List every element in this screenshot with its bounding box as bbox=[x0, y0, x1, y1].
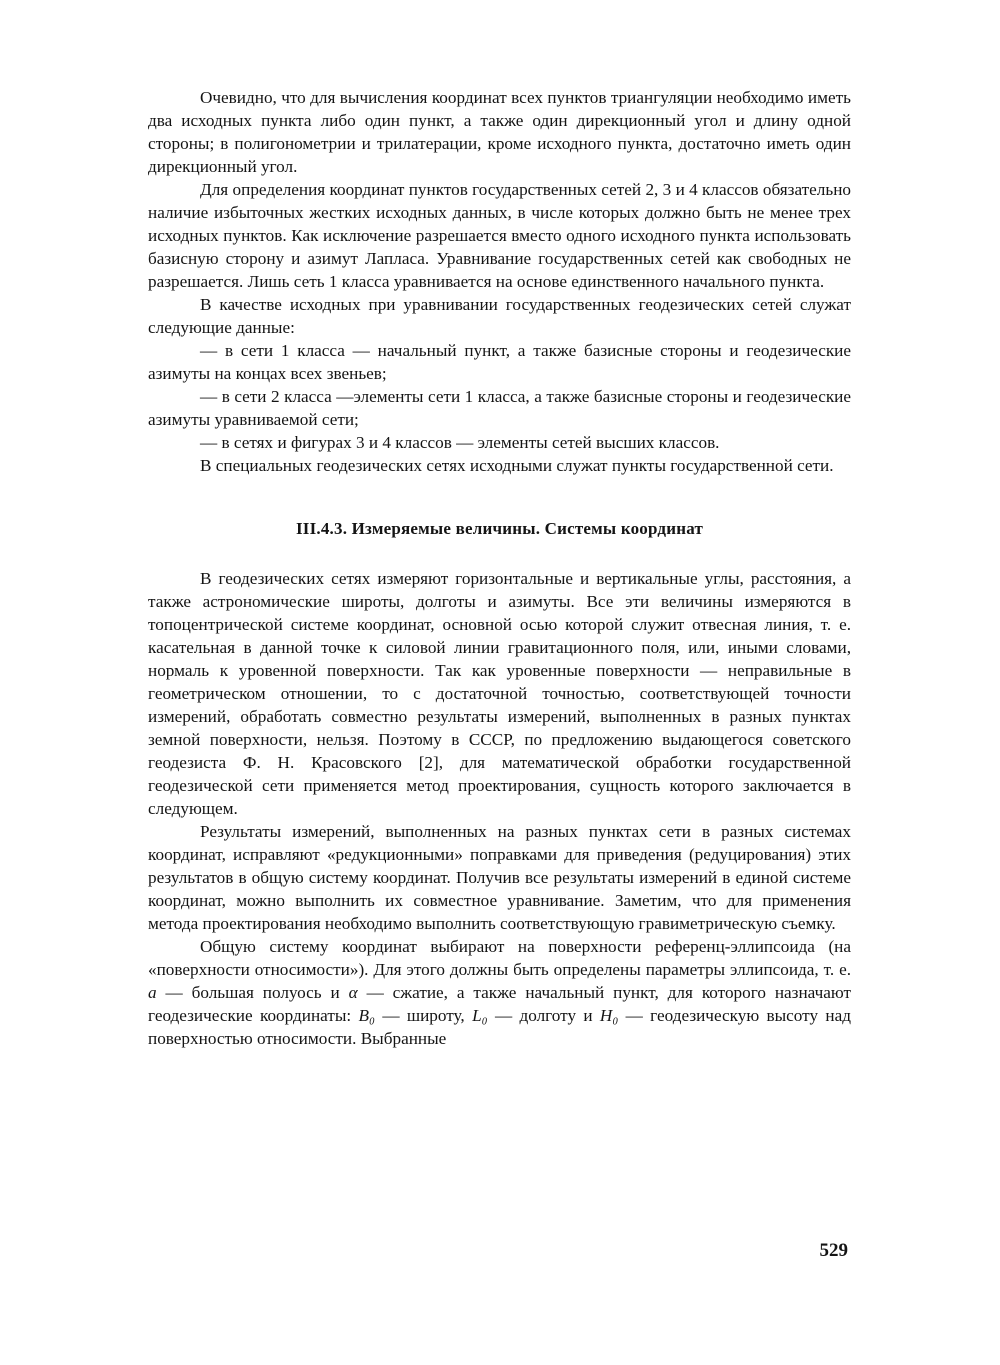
paragraph: Результаты измерений, выполненных на разных пунктах сети в разных системах координат, исправляют «редукционными» поправками для приведения (редуцирования) этих результатов в общую систему координат. Получив все результаты измерений в единой системе координат, можно выполнить их совместное уравнивание. Заметим, что для применения метода проектирования необходимо выполнить соответствующую гравиметрическую съемку. bbox=[148, 822, 851, 933]
list-item: — в сети 2 класса —элементы сети 1 класса, а также базисные стороны и геодезические азимуты уравниваемой сети; bbox=[148, 387, 851, 429]
text-run: — долготу и bbox=[487, 1006, 600, 1025]
math-var: H₀ bbox=[599, 1006, 619, 1025]
list-item: — в сетях и фигурах 3 и 4 классов — элементы сетей высших классов. bbox=[200, 433, 720, 452]
text-run: — большая полуось и bbox=[156, 983, 349, 1002]
math-var: a bbox=[148, 983, 157, 1002]
paragraph bbox=[148, 935, 851, 1050]
math-var: α bbox=[348, 983, 358, 1002]
paragraph: Для определения координат пунктов государственных сетей 2, 3 и 4 классов обязательно наличие избыточных жестких исходных данных, в числе которых должно быть не менее трех исходных пунктов. Как исключение разрешается вместо одного исходного пункта использовать базисную сторону и азимут Лапласа. Уравнивание государственных сетей как свободных не разрешается. Лишь сеть 1 класса уравнивается на основе единственного начального пункта. bbox=[148, 180, 851, 291]
math-var: L₀ bbox=[472, 1006, 488, 1025]
text-run: — сжатие, а также начальный пункт, для которого назначают геодезические координаты: bbox=[148, 983, 852, 1025]
paragraph: В геодезических сетях измеряют горизонтальные и вертикальные углы, расстояния, а также астрономические широты, долготы и азимуты. Все эти величины измеряются в топоцентрической системе координат, основной осью которой служит отвесная линия, т. е. касательная в данной точке к силовой линии гравитационного поля, или, иными словами, нормаль к уровенной поверхности. Так как уровенные поверхности — неправильные в геометрическом отношении, то с достаточной точностью, соответствующей точности измерений, обработать совместно результаты измерений, выполненных в разных пунктах земной поверхности, нельзя. Поэтому в СССР, по предложению выдающегося советского геодезиста Ф. Н. Красовского [2], для математической обработки государственной геодезической сети применяется метод проектирования, сущность которого заключается в следующем. bbox=[148, 569, 851, 818]
paragraph: Очевидно, что для вычисления координат всех пунктов триангуляции необходимо иметь два исходных пункта либо один пункт, а также один дирекционный угол и длину одной стороны; в полигонометрии и трилатерации, кроме исходного пункта, достаточно иметь один дирекционный угол. bbox=[148, 88, 851, 176]
page-number: 529 bbox=[819, 1240, 848, 1261]
page-content bbox=[148, 86, 851, 1050]
paragraph: В специальных геодезических сетях исходными служат пункты государственной сети. bbox=[200, 456, 834, 475]
text-run: — геодезическую высоту над поверхностью относимости. Выбранные bbox=[148, 1006, 851, 1048]
section-number: III.4.3. bbox=[295, 519, 348, 538]
text-run: — широту, bbox=[375, 1006, 473, 1025]
paragraph: В качестве исходных при уравнивании государственных геодезических сетей служат следующие данные: bbox=[148, 295, 851, 337]
math-var: B₀ bbox=[358, 1006, 375, 1025]
text-run: Общую систему координат выбирают на поверхности референц-эллипсоида (на «поверхности относимости»). Для этого должны быть определены параметры эллипсоида, т. е. bbox=[148, 937, 851, 979]
section-heading bbox=[148, 519, 851, 539]
section-title: Измеряемые величины. Системы координат bbox=[351, 519, 704, 538]
list-item: — в сети 1 класса — начальный пункт, а также базисные стороны и геодезические азимуты на концах всех звеньев; bbox=[148, 341, 851, 383]
